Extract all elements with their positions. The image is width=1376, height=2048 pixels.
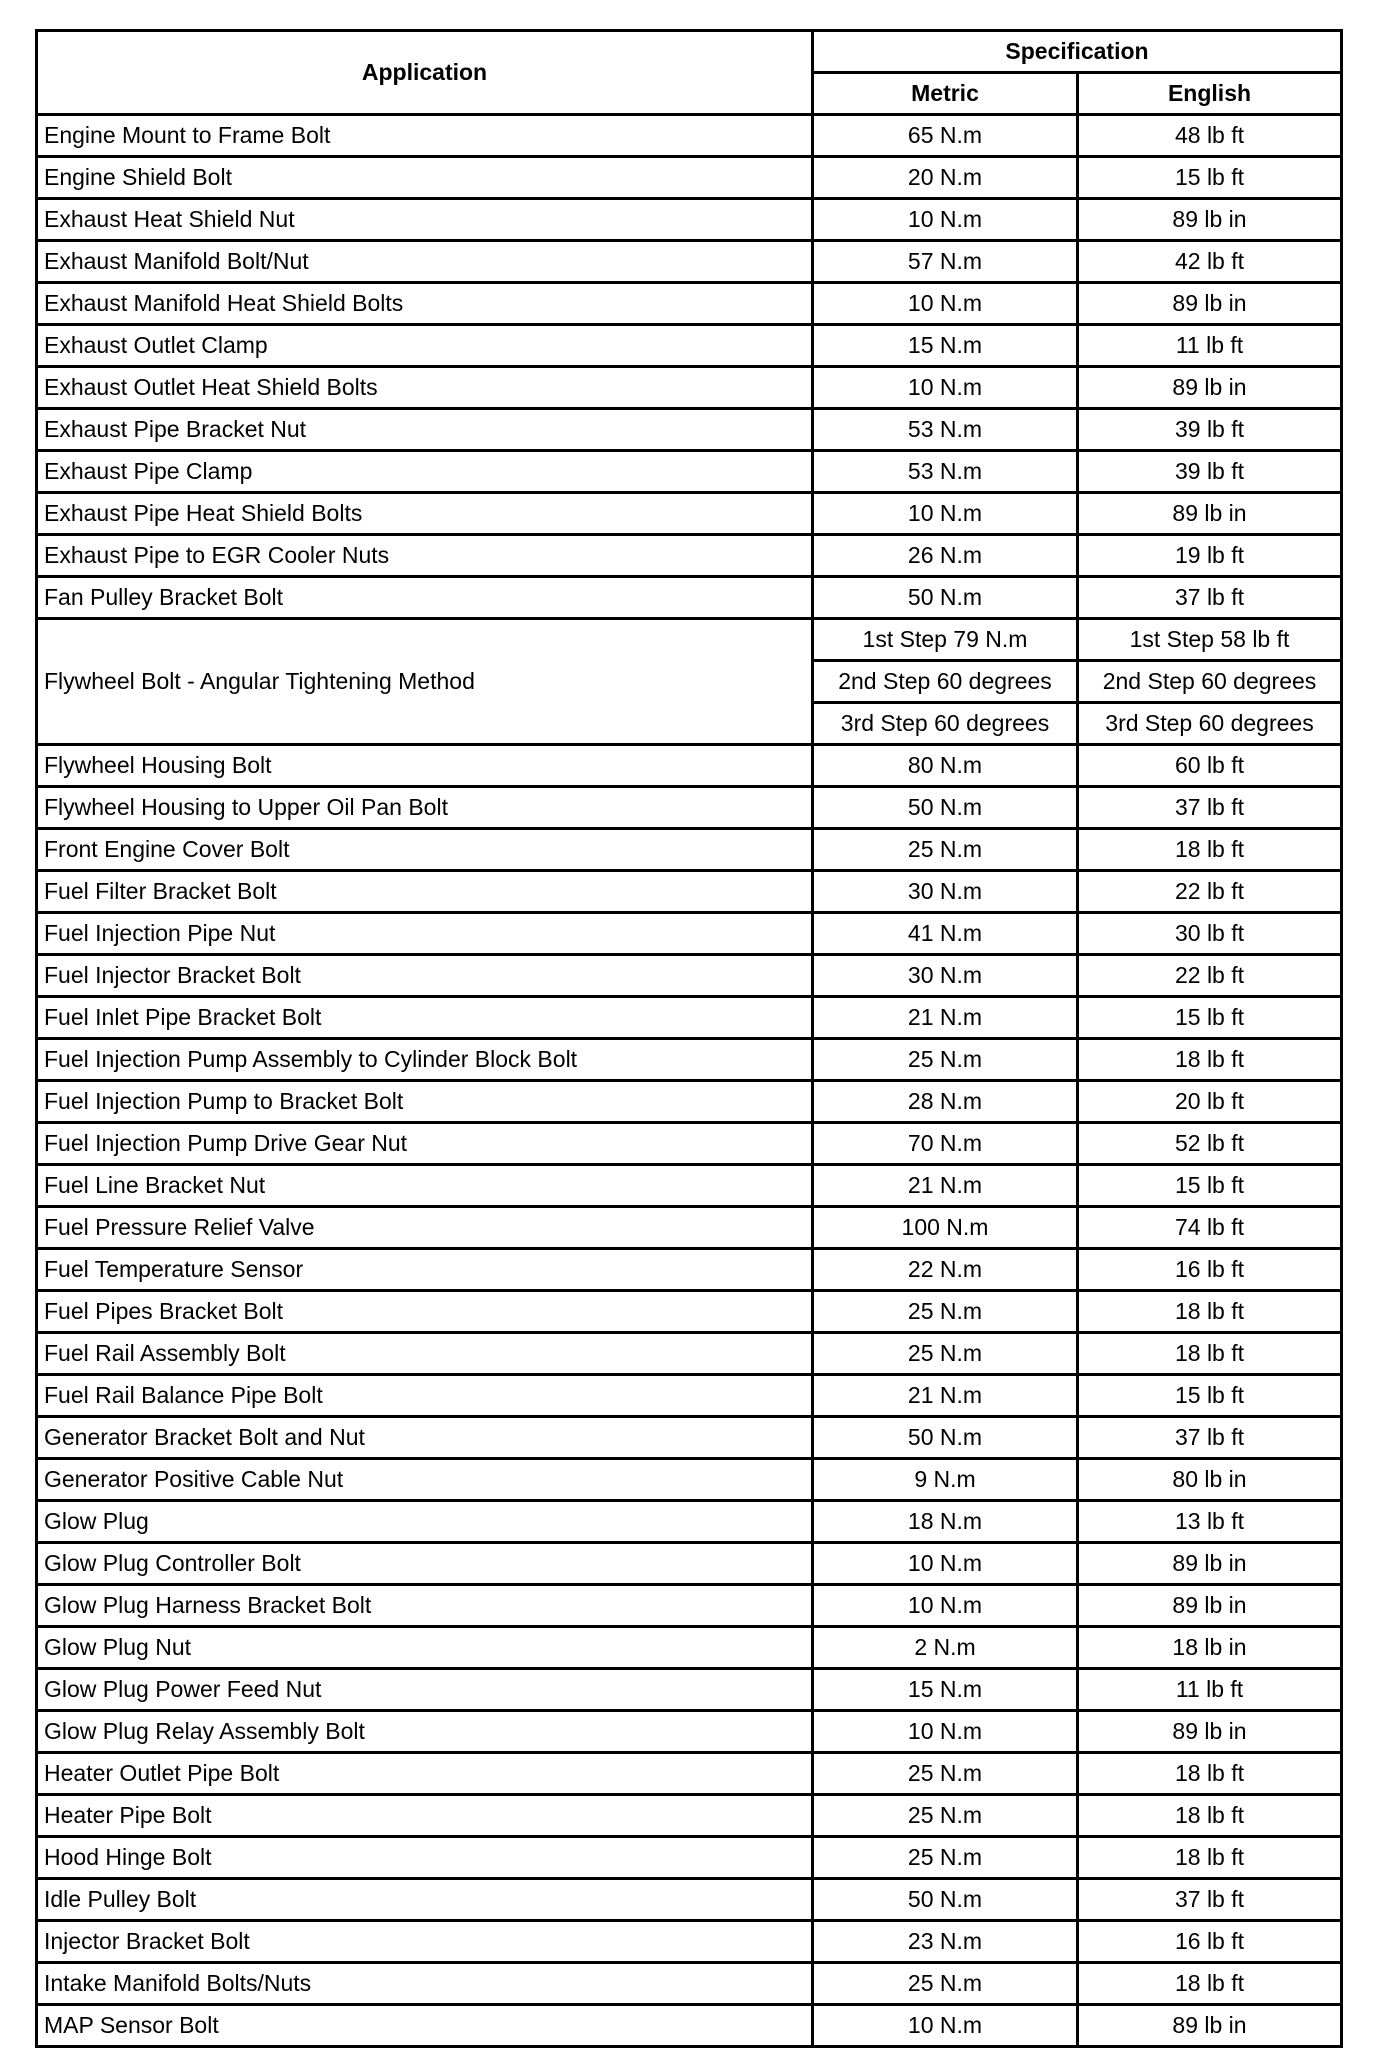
table-row [37, 1123, 1342, 1165]
metric-cell: 20 N.m [813, 157, 1078, 199]
english-cell: 42 lb ft [1078, 241, 1342, 283]
table-row [37, 829, 1342, 871]
table-row [37, 1711, 1342, 1753]
english-cell: 11 lb ft [1078, 325, 1342, 367]
metric-cell: 30 N.m [813, 955, 1078, 997]
english-cell: 89 lb in [1078, 493, 1342, 535]
table-row [37, 1921, 1342, 1963]
english-cell: 18 lb ft [1078, 1039, 1342, 1081]
metric-cell: 10 N.m [813, 1543, 1078, 1585]
english-cell: 18 lb ft [1078, 1333, 1342, 1375]
english-cell: 48 lb ft [1078, 115, 1342, 157]
application-cell: Hood Hinge Bolt [37, 1837, 813, 1879]
table-row [37, 745, 1342, 787]
english-cell: 89 lb in [1078, 199, 1342, 241]
table-row [37, 1627, 1342, 1669]
english-cell: 89 lb in [1078, 1711, 1342, 1753]
table-body [37, 115, 1342, 2047]
english-cell: 11 lb ft [1078, 1669, 1342, 1711]
application-cell: Fuel Pressure Relief Valve [37, 1207, 813, 1249]
application-cell: Fuel Rail Assembly Bolt [37, 1333, 813, 1375]
english-cell: 1st Step 58 lb ft [1078, 619, 1342, 661]
english-cell: 15 lb ft [1078, 997, 1342, 1039]
table-row [37, 1459, 1342, 1501]
english-cell: 22 lb ft [1078, 871, 1342, 913]
application-cell: Fan Pulley Bracket Bolt [37, 577, 813, 619]
table-row [37, 1501, 1342, 1543]
metric-cell: 10 N.m [813, 367, 1078, 409]
metric-cell: 25 N.m [813, 1039, 1078, 1081]
application-cell: Fuel Pipes Bracket Bolt [37, 1291, 813, 1333]
metric-cell: 2nd Step 60 degrees [813, 661, 1078, 703]
metric-cell: 25 N.m [813, 1795, 1078, 1837]
english-cell: 89 lb in [1078, 283, 1342, 325]
application-cell: Glow Plug Controller Bolt [37, 1543, 813, 1585]
application-cell: Glow Plug Harness Bracket Bolt [37, 1585, 813, 1627]
english-cell: 52 lb ft [1078, 1123, 1342, 1165]
english-cell: 37 lb ft [1078, 577, 1342, 619]
metric-cell: 10 N.m [813, 493, 1078, 535]
table-row [37, 1039, 1342, 1081]
table-row [37, 2005, 1342, 2047]
english-cell: 18 lb ft [1078, 1291, 1342, 1333]
english-cell: 15 lb ft [1078, 157, 1342, 199]
english-cell: 37 lb ft [1078, 1879, 1342, 1921]
english-cell: 16 lb ft [1078, 1921, 1342, 1963]
application-cell: Idle Pulley Bolt [37, 1879, 813, 1921]
application-cell: Fuel Rail Balance Pipe Bolt [37, 1375, 813, 1417]
table-row [37, 1249, 1342, 1291]
metric-cell: 70 N.m [813, 1123, 1078, 1165]
metric-cell: 10 N.m [813, 199, 1078, 241]
specification-header: Specification [813, 31, 1342, 73]
english-cell: 18 lb ft [1078, 1837, 1342, 1879]
metric-cell: 15 N.m [813, 1669, 1078, 1711]
english-cell: 39 lb ft [1078, 451, 1342, 493]
metric-cell: 21 N.m [813, 997, 1078, 1039]
table-row [37, 1291, 1342, 1333]
english-cell: 20 lb ft [1078, 1081, 1342, 1123]
metric-cell: 50 N.m [813, 1879, 1078, 1921]
table-row [37, 1585, 1342, 1627]
table-row [37, 283, 1342, 325]
table-row [37, 955, 1342, 997]
metric-cell: 15 N.m [813, 325, 1078, 367]
english-cell: 3rd Step 60 degrees [1078, 703, 1342, 745]
application-cell: Fuel Injector Bracket Bolt [37, 955, 813, 997]
table-row [37, 241, 1342, 283]
application-cell: Exhaust Pipe Heat Shield Bolts [37, 493, 813, 535]
metric-header: Metric [813, 73, 1078, 115]
table-row [37, 1669, 1342, 1711]
application-cell: Injector Bracket Bolt [37, 1921, 813, 1963]
application-cell: Flywheel Housing to Upper Oil Pan Bolt [37, 787, 813, 829]
application-cell: Glow Plug Relay Assembly Bolt [37, 1711, 813, 1753]
english-cell: 18 lb ft [1078, 1753, 1342, 1795]
table-row [37, 367, 1342, 409]
metric-cell: 10 N.m [813, 283, 1078, 325]
application-cell: Glow Plug [37, 1501, 813, 1543]
application-cell: Flywheel Bolt - Angular Tightening Method [37, 619, 813, 745]
metric-cell: 18 N.m [813, 1501, 1078, 1543]
table-row [37, 493, 1342, 535]
english-cell: 2nd Step 60 degrees [1078, 661, 1342, 703]
metric-cell: 53 N.m [813, 451, 1078, 493]
application-cell: Generator Positive Cable Nut [37, 1459, 813, 1501]
english-header: English [1078, 73, 1342, 115]
table-row [37, 1165, 1342, 1207]
table-row [37, 325, 1342, 367]
english-cell: 39 lb ft [1078, 409, 1342, 451]
application-cell: Heater Pipe Bolt [37, 1795, 813, 1837]
application-header: Application [37, 31, 813, 115]
english-cell: 80 lb in [1078, 1459, 1342, 1501]
table-row [37, 1837, 1342, 1879]
english-cell: 18 lb ft [1078, 1963, 1342, 2005]
english-cell: 89 lb in [1078, 2005, 1342, 2047]
application-cell: Fuel Injection Pump to Bracket Bolt [37, 1081, 813, 1123]
table-row [37, 199, 1342, 241]
table-row [37, 1081, 1342, 1123]
application-cell: Engine Mount to Frame Bolt [37, 115, 813, 157]
application-cell: Exhaust Manifold Heat Shield Bolts [37, 283, 813, 325]
application-cell: Fuel Filter Bracket Bolt [37, 871, 813, 913]
application-cell: Exhaust Pipe to EGR Cooler Nuts [37, 535, 813, 577]
table-row [37, 1543, 1342, 1585]
application-cell: Fuel Injection Pump Assembly to Cylinder Block Bolt [37, 1039, 813, 1081]
table-row [37, 871, 1342, 913]
english-cell: 15 lb ft [1078, 1165, 1342, 1207]
table-row [37, 619, 1342, 661]
english-cell: 18 lb ft [1078, 1795, 1342, 1837]
metric-cell: 30 N.m [813, 871, 1078, 913]
application-cell: Intake Manifold Bolts/Nuts [37, 1963, 813, 2005]
table-row [37, 1753, 1342, 1795]
metric-cell: 53 N.m [813, 409, 1078, 451]
metric-cell: 50 N.m [813, 577, 1078, 619]
table-row [37, 451, 1342, 493]
table-row [37, 1795, 1342, 1837]
application-cell: Exhaust Outlet Heat Shield Bolts [37, 367, 813, 409]
table-header [37, 31, 1342, 115]
metric-cell: 3rd Step 60 degrees [813, 703, 1078, 745]
english-cell: 22 lb ft [1078, 955, 1342, 997]
metric-cell: 26 N.m [813, 535, 1078, 577]
english-cell: 37 lb ft [1078, 787, 1342, 829]
english-cell: 13 lb ft [1078, 1501, 1342, 1543]
table-row [37, 1963, 1342, 2005]
english-cell: 89 lb in [1078, 1543, 1342, 1585]
metric-cell: 41 N.m [813, 913, 1078, 955]
metric-cell: 21 N.m [813, 1375, 1078, 1417]
application-cell: Fuel Temperature Sensor [37, 1249, 813, 1291]
metric-cell: 10 N.m [813, 1711, 1078, 1753]
table-row [37, 1417, 1342, 1459]
english-cell: 60 lb ft [1078, 745, 1342, 787]
application-cell: Exhaust Manifold Bolt/Nut [37, 241, 813, 283]
english-cell: 30 lb ft [1078, 913, 1342, 955]
metric-cell: 22 N.m [813, 1249, 1078, 1291]
metric-cell: 80 N.m [813, 745, 1078, 787]
metric-cell: 1st Step 79 N.m [813, 619, 1078, 661]
metric-cell: 25 N.m [813, 1753, 1078, 1795]
metric-cell: 10 N.m [813, 1585, 1078, 1627]
application-cell: MAP Sensor Bolt [37, 2005, 813, 2047]
table-row [37, 1375, 1342, 1417]
english-cell: 89 lb in [1078, 1585, 1342, 1627]
application-cell: Fuel Injection Pump Drive Gear Nut [37, 1123, 813, 1165]
application-cell: Flywheel Housing Bolt [37, 745, 813, 787]
table-row [37, 1879, 1342, 1921]
table-row [37, 577, 1342, 619]
table-row [37, 115, 1342, 157]
application-cell: Exhaust Pipe Bracket Nut [37, 409, 813, 451]
table-row [37, 157, 1342, 199]
metric-cell: 9 N.m [813, 1459, 1078, 1501]
english-cell: 16 lb ft [1078, 1249, 1342, 1291]
metric-cell: 28 N.m [813, 1081, 1078, 1123]
table-row [37, 1207, 1342, 1249]
table-row [37, 997, 1342, 1039]
header-row-top [37, 31, 1342, 73]
metric-cell: 50 N.m [813, 1417, 1078, 1459]
torque-spec-table [35, 29, 1343, 2048]
english-cell: 19 lb ft [1078, 535, 1342, 577]
metric-cell: 50 N.m [813, 787, 1078, 829]
table-row [37, 787, 1342, 829]
metric-cell: 25 N.m [813, 829, 1078, 871]
metric-cell: 2 N.m [813, 1627, 1078, 1669]
metric-cell: 25 N.m [813, 1333, 1078, 1375]
metric-cell: 10 N.m [813, 2005, 1078, 2047]
english-cell: 18 lb ft [1078, 829, 1342, 871]
application-cell: Glow Plug Power Feed Nut [37, 1669, 813, 1711]
metric-cell: 57 N.m [813, 241, 1078, 283]
english-cell: 74 lb ft [1078, 1207, 1342, 1249]
application-cell: Engine Shield Bolt [37, 157, 813, 199]
table-row [37, 913, 1342, 955]
application-cell: Exhaust Heat Shield Nut [37, 199, 813, 241]
metric-cell: 25 N.m [813, 1837, 1078, 1879]
metric-cell: 65 N.m [813, 115, 1078, 157]
table-row [37, 535, 1342, 577]
metric-cell: 100 N.m [813, 1207, 1078, 1249]
application-cell: Exhaust Pipe Clamp [37, 451, 813, 493]
english-cell: 37 lb ft [1078, 1417, 1342, 1459]
application-cell: Fuel Injection Pipe Nut [37, 913, 813, 955]
application-cell: Exhaust Outlet Clamp [37, 325, 813, 367]
application-cell: Fuel Inlet Pipe Bracket Bolt [37, 997, 813, 1039]
metric-cell: 23 N.m [813, 1921, 1078, 1963]
table-row [37, 409, 1342, 451]
english-cell: 18 lb in [1078, 1627, 1342, 1669]
table-row [37, 1333, 1342, 1375]
english-cell: 15 lb ft [1078, 1375, 1342, 1417]
application-cell: Front Engine Cover Bolt [37, 829, 813, 871]
application-cell: Fuel Line Bracket Nut [37, 1165, 813, 1207]
metric-cell: 21 N.m [813, 1165, 1078, 1207]
metric-cell: 25 N.m [813, 1963, 1078, 2005]
application-cell: Generator Bracket Bolt and Nut [37, 1417, 813, 1459]
metric-cell: 25 N.m [813, 1291, 1078, 1333]
english-cell: 89 lb in [1078, 367, 1342, 409]
application-cell: Glow Plug Nut [37, 1627, 813, 1669]
application-cell: Heater Outlet Pipe Bolt [37, 1753, 813, 1795]
